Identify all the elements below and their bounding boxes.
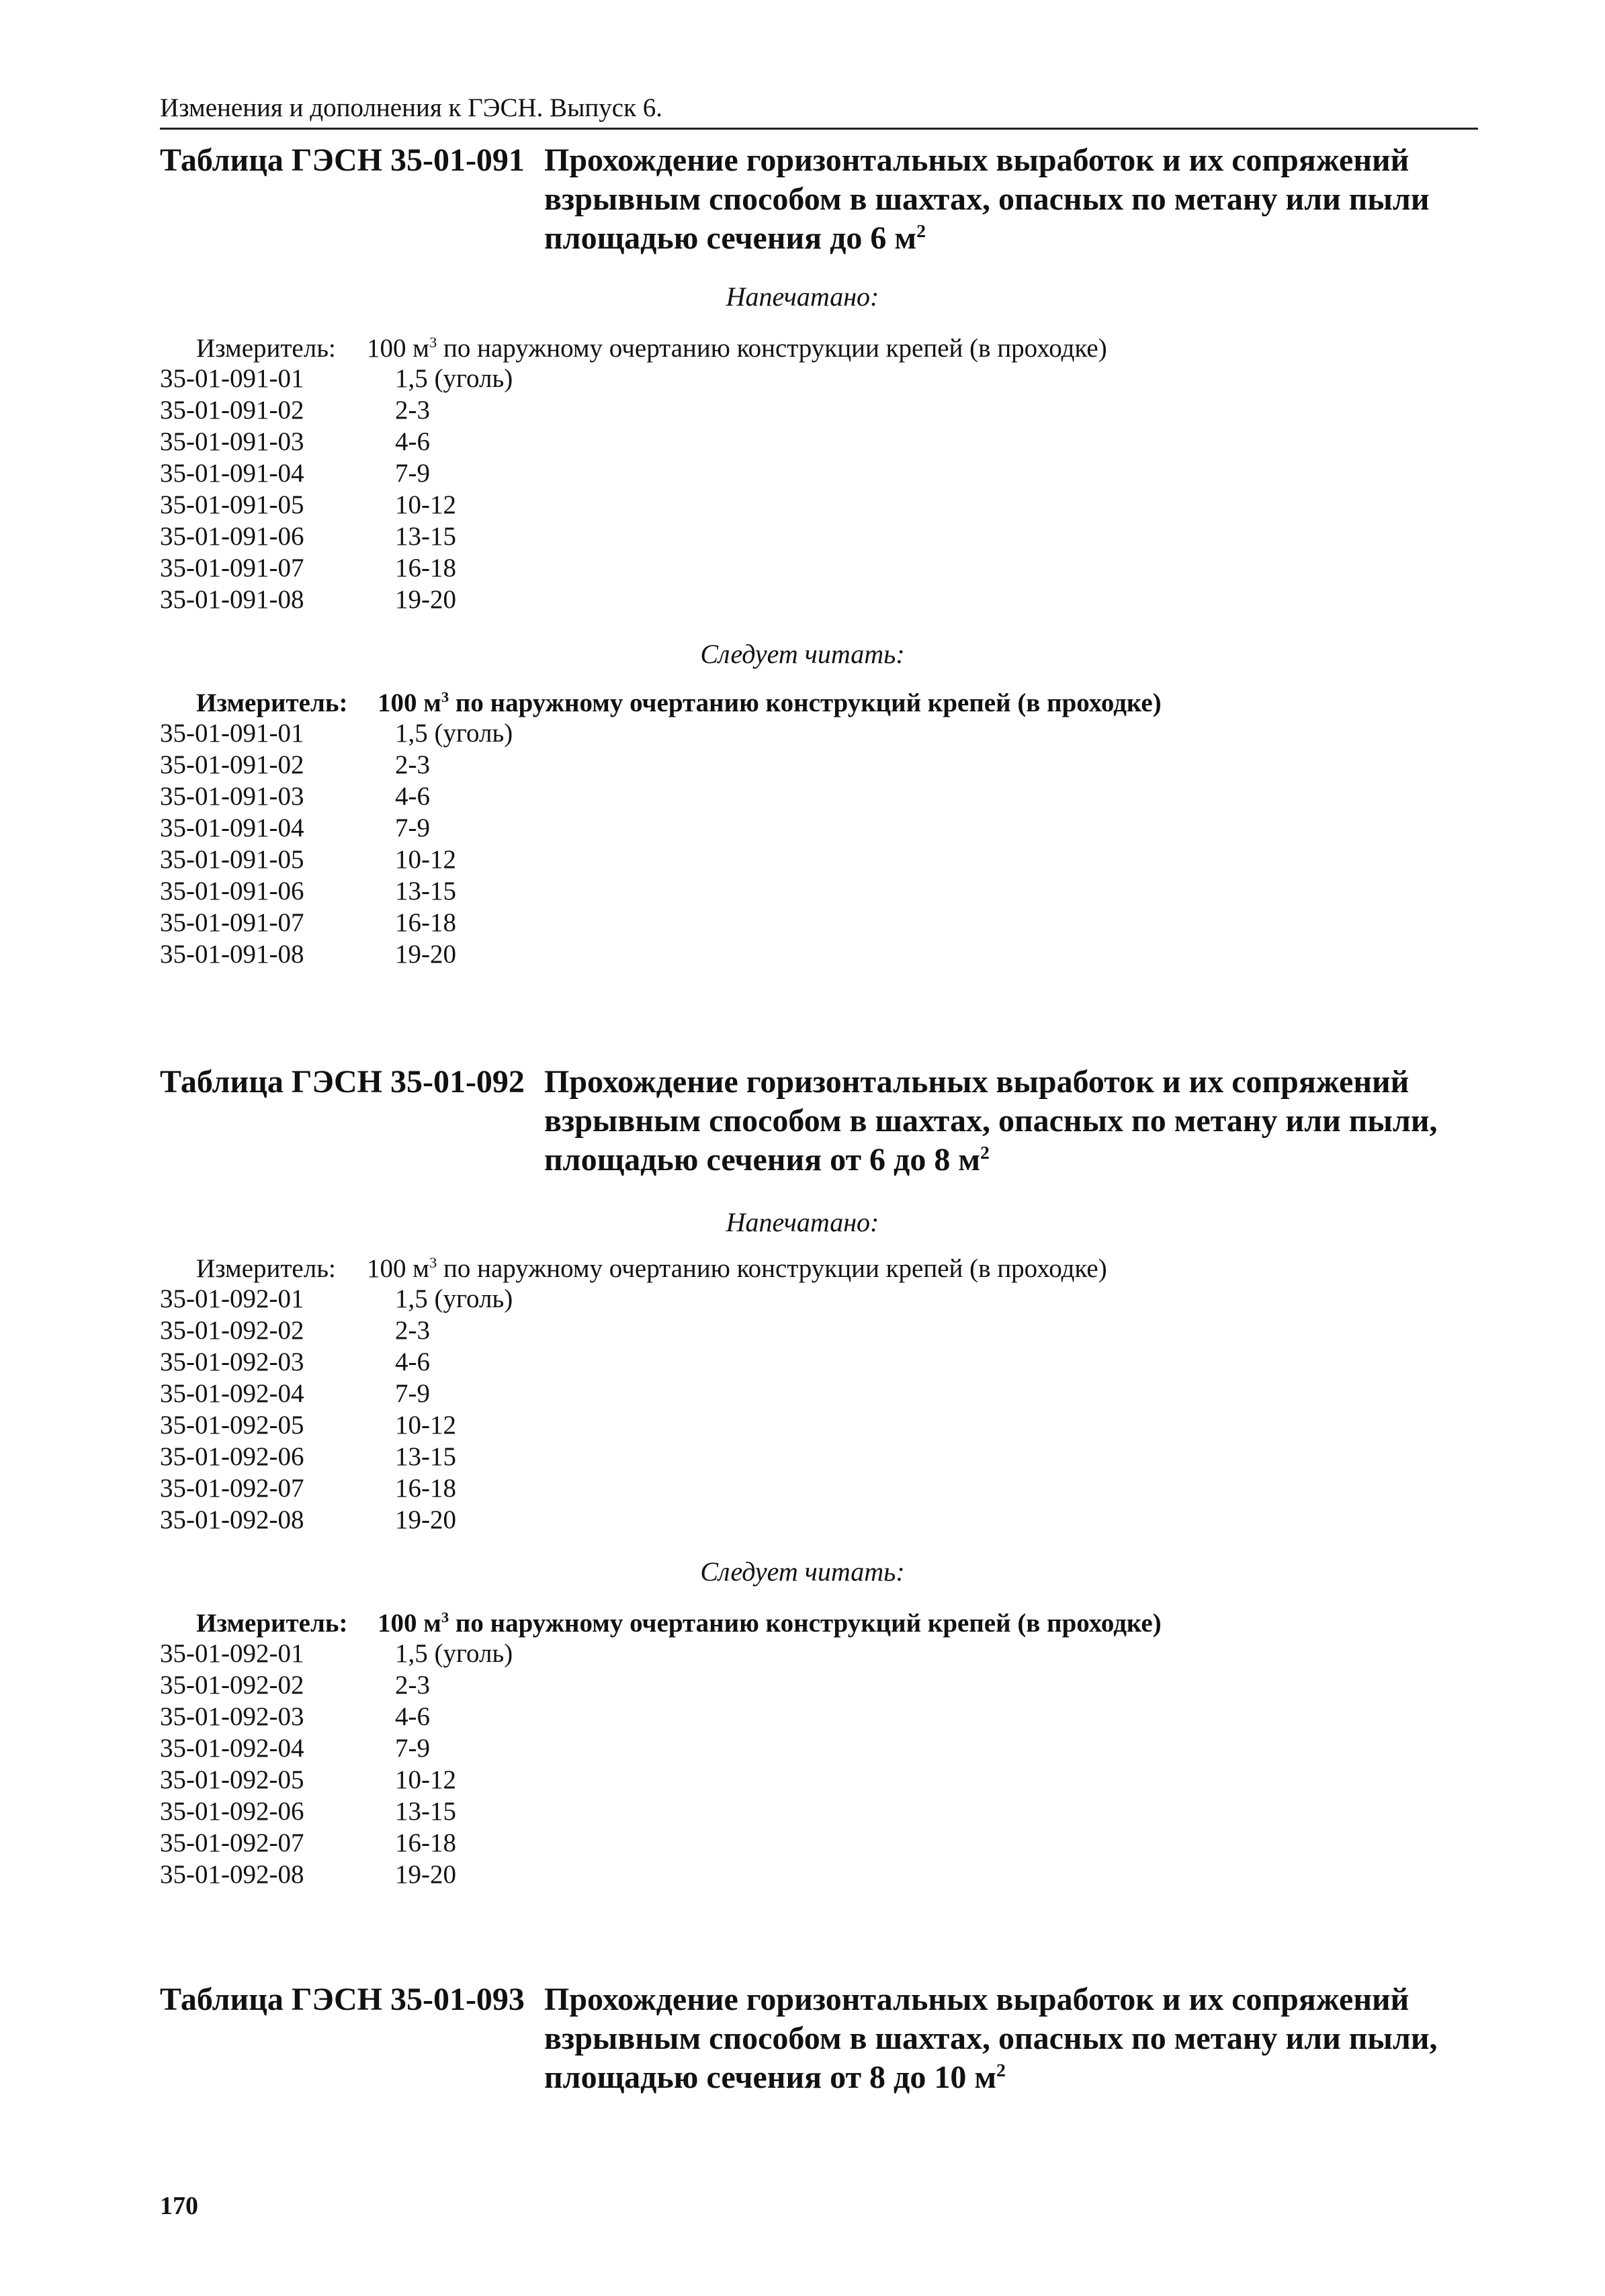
table-title-093 (160, 1980, 1438, 2097)
measure-unit: 100 $м^3$ по наружному очертанию конструкций крепей (в проходке) (378, 689, 1162, 717)
table-title-line: Прохождение горизонтальных выработок и их сопряжений (544, 142, 1409, 178)
measure-line (196, 1253, 1107, 1284)
measure-line (196, 1608, 1162, 1638)
printed-label: Напечатано: (726, 281, 879, 312)
table-title-091 (160, 141, 1430, 258)
measure-label: Измеритель: (196, 689, 348, 717)
table-title-line: площадью сечения от 6 до 8 $м^2$ (544, 1142, 990, 1178)
measure-unit: 100 $м^3$ по наружному очертанию конструкции крепей (в проходке) (367, 334, 1107, 363)
table-title-line: площадью сечения от 8 до 10 $м^2$ (544, 2060, 1006, 2095)
measure-label: Измеритель: (196, 334, 336, 363)
measure-line (196, 688, 1162, 718)
table-title-line: Прохождение горизонтальных выработок и их сопряжений (544, 1064, 1409, 1100)
running-header: Изменения и дополнения к ГЭСН. Выпуск 6. (160, 93, 663, 122)
table-label: Таблица ГЭСН 35-01-091 (160, 142, 525, 178)
table-label: Таблица ГЭСН 35-01-093 (160, 1982, 525, 2017)
table-title-line: взрывным способом в шахтах, опасных по метану или пыли, (544, 1103, 1438, 1139)
corrected-label: Следует читать: (700, 1556, 905, 1587)
measure-label: Измеритель: (196, 1254, 336, 1283)
header-rule (160, 128, 1478, 130)
table-title-line: площадью сечения до 6 $м^2$ (544, 220, 926, 256)
measure-line (196, 333, 1107, 363)
measure-unit: 100 $м^3$ по наружному очертанию конструкции крепей (в проходке) (367, 1254, 1107, 1283)
document-page: Изменения и дополнения к ГЭСН. Выпуск 6. Таблица ГЭСН 35-01-091 Прохождение горизонтальных выработок и их сопряжений взрывным способом в шахтах, опасных по метану или пыли площадью сечения до 6 $м^2$ Напечатано: Измеритель: 100 $м^3$ по наружному очертанию конструкции крепей (в проходке) 35-01-091-01 1,5 (уголь) 35-01-091-02 2-3 35-01-091-03 4-6 35-01-091-04 7-9 35-01-091-05 10-12 35-01-091-06 13-15 35-01-091-07 16-18 35-01-091-08 19-20 Следует читать: Измеритель: 100 $м^3$ по наружному очертанию конструкций крепей (в проходке) 35-01-091-01 1,5 (уголь) 35-01-091-02 2-3 35-01-091-03 4-6 35-01-091-04 7-9 35-01-091-05 10-12 35-01-091-06 13-15 35-01-091-07 16-18 35-01-091-08 19-20 Таблица ГЭСН 35-01-092 Прохождение горизонтальных выработок и их сопряжений взрывным способом в шахтах, опасных по метану или пыли, площадью сечения от 6 до 8 $м^2$ Напечатано: Измеритель: 100 $м^3$ по наружному очертанию конструкции крепей (в проходке) 35-01-092-01 1,5 (уголь) 35-01-092-02 2-3 35-01-092-03 4-6 35-01-092-04 7-9 35-01-092-05 10-12 35-01-092-06 13-15 35-01-092-07 16-18 35-01-092-08 19-20 Следует читать: Измеритель: 100 $м^3$ по наружному очертанию конструкций крепей (в проходке) 35-01-092-01 1,5 (уголь) 35-01-092-02 2-3 35-01-092-03 4-6 35-01-092-04 7-9 35-01-092-05 10-12 35-01-092-06 13-15 35-01-092-07 16-18 35-01-092-08 19-20 Таблица ГЭСН 35-01-093 Прохождение горизонтальных выработок и их сопряжений взрывным способом в шахтах, опасных по метану или пыли, площадью сечения от 8 до 10 $м^2$ 170 (0, 0, 1605, 2296)
table-title-line: взрывным способом в шахтах, опасных по метану или пыли, (544, 2021, 1438, 2056)
corrected-label: Следует читать: (700, 639, 905, 669)
measure-unit: 100 $м^3$ по наружному очертанию конструкций крепей (в проходке) (378, 1609, 1162, 1638)
measure-label: Измеритель: (196, 1609, 348, 1638)
table-title-092 (160, 1063, 1438, 1180)
table-title-line: взрывным способом в шахтах, опасных по метану или пыли (544, 181, 1430, 217)
table-label: Таблица ГЭСН 35-01-092 (160, 1064, 525, 1100)
page-number: 170 (160, 2192, 198, 2220)
table-title-line: Прохождение горизонтальных выработок и их сопряжений (544, 1982, 1409, 2017)
printed-label: Напечатано: (726, 1207, 879, 1237)
